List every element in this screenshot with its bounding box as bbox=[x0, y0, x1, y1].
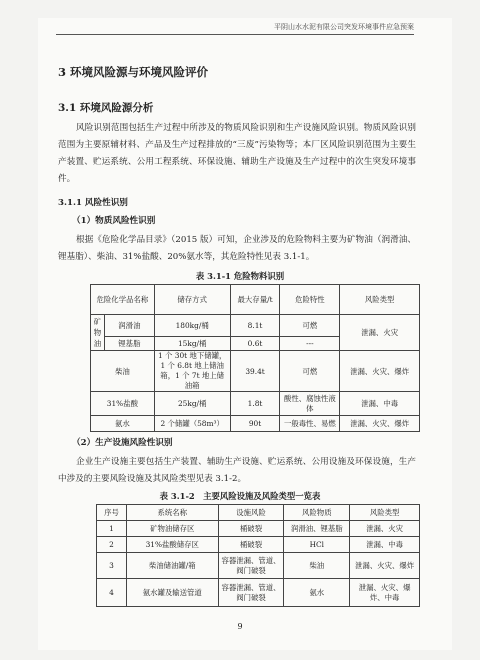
table-row bbox=[97, 537, 420, 553]
table-cell: 氨水 bbox=[284, 579, 350, 607]
table-cell: 氨水 bbox=[91, 416, 155, 432]
table-cell: 25kg/桶 bbox=[154, 392, 230, 416]
table2-caption: 表 3.1-2 主要风险设施及风险类型一览表 bbox=[159, 491, 321, 501]
table-cell: 润滑油 bbox=[104, 315, 154, 337]
paragraph-scope: 风险识别范围包括生产过程中所涉及的物质风险识别和生产设施风险识别。物质风险识别范围为主要原辅材料、产品及生产过程排放的“三废”污染物等；本厂区风险识别范围为主要生产装置、贮运系统、公用工程系统、环保设施、辅助生产设施及生产过程中的次生突发环境事件。 bbox=[58, 123, 416, 184]
table-cell: --- bbox=[280, 337, 340, 351]
table-row bbox=[97, 553, 420, 579]
table-cell: 锂基脂 bbox=[104, 337, 154, 351]
table-cell: 一般毒性、易燃 bbox=[280, 416, 340, 432]
column-header: 序号 bbox=[97, 505, 127, 521]
table-cell: 39.4t bbox=[230, 351, 280, 392]
table-cell: 31%盐酸 bbox=[91, 392, 155, 416]
column-header: 储存方式 bbox=[154, 285, 230, 315]
group-cell: 矿物油 bbox=[91, 315, 105, 351]
table-row bbox=[91, 416, 420, 432]
risk-facilities-table bbox=[96, 504, 420, 607]
table-cell: 泄漏、中毒 bbox=[340, 392, 420, 416]
column-header: 系统名称 bbox=[126, 505, 218, 521]
paragraph-substances: 根据《危险化学品目录》（2015 版）可知，企业涉及的危险物料主要为矿物油（润滑油、锂基脂）、柴油、31%盐酸、20%氨水等，其危险特性见表 3.1-1。 bbox=[58, 235, 416, 262]
table-cell: 1 bbox=[97, 521, 127, 537]
table-cell: 泄漏、火灾、爆炸 bbox=[340, 351, 420, 392]
column-header: 设施风险 bbox=[218, 505, 284, 521]
table-cell: 15kg/桶 bbox=[154, 337, 230, 351]
table-cell: 泄漏、中毒 bbox=[350, 537, 420, 553]
column-header: 风险物质 bbox=[284, 505, 350, 521]
table-row bbox=[91, 392, 420, 416]
table-cell: 3 bbox=[97, 553, 127, 579]
table-cell: 180kg/桶 bbox=[154, 315, 230, 337]
table-row bbox=[97, 579, 420, 607]
table-cell: 泄漏、火灾、爆炸、中毒 bbox=[350, 579, 420, 607]
table-cell: 4 bbox=[97, 579, 127, 607]
table-cell: 柴油 bbox=[284, 553, 350, 579]
table-cell: 润滑油、锂基脂 bbox=[284, 521, 350, 537]
substance-risk-heading: （1）物质风险性识别 bbox=[72, 216, 156, 226]
table-cell: 泄漏、火灾、爆炸 bbox=[350, 553, 420, 579]
table-cell: HCl bbox=[284, 537, 350, 553]
table-cell: 0.6t bbox=[230, 337, 280, 351]
table-cell: 桶破裂 bbox=[218, 537, 284, 553]
paragraph-facilities: 企业生产设施主要包括生产装置、辅助生产设施、贮运系统、公用设施及环保设施，生产中涉及的主要风险设施及其风险类型见表 3.1-2。 bbox=[58, 457, 416, 484]
table-cell: 柴油 bbox=[91, 351, 155, 392]
table-row bbox=[97, 521, 420, 537]
table-cell: 容器泄漏、管道、阀门破裂 bbox=[218, 579, 284, 607]
table-cell: 泄漏、火灾、爆炸 bbox=[340, 416, 420, 432]
table-row bbox=[91, 351, 420, 392]
table-cell: 90t bbox=[230, 416, 280, 432]
table1-caption: 表 3.1-1 危险物料识别 bbox=[195, 271, 285, 281]
table-cell: 可燃 bbox=[280, 315, 340, 337]
table-cell: 柴油储油罐/箱 bbox=[126, 553, 218, 579]
chapter-title: 3 环境风险源与环境风险评价 bbox=[58, 65, 209, 79]
table-cell: 泄漏、火灾 bbox=[340, 315, 420, 351]
column-header: 风险类型 bbox=[350, 505, 420, 521]
table-header-row bbox=[91, 285, 420, 315]
table-cell: 容器泄漏、管道、阀门破裂 bbox=[218, 553, 284, 579]
facility-risk-heading: （2）生产设施风险性识别 bbox=[72, 438, 173, 448]
column-header: 最大存量/t bbox=[230, 285, 280, 315]
table-cell: 泄漏、火灾 bbox=[350, 521, 420, 537]
column-header: 危险特性 bbox=[280, 285, 340, 315]
table-cell: 8.1t bbox=[230, 315, 280, 337]
table-header-row bbox=[97, 505, 420, 521]
table-cell: 2 个储罐（58m³） bbox=[154, 416, 230, 432]
table-cell: 氨水罐及输送管道 bbox=[126, 579, 218, 607]
table-cell: 酸性、腐蚀性液体 bbox=[280, 392, 340, 416]
table-cell: 可燃 bbox=[280, 351, 340, 392]
column-header: 风险类型 bbox=[340, 285, 420, 315]
table-cell: 31%盐酸储存区 bbox=[126, 537, 218, 553]
table-row bbox=[91, 315, 420, 337]
page-number: 9 bbox=[237, 622, 243, 631]
table-cell: 1.8t bbox=[230, 392, 280, 416]
running-header: 平阴山水水泥有限公司突发环境事件应急预案 bbox=[56, 22, 414, 35]
column-header: 危险化学品名称 bbox=[91, 285, 155, 315]
subsection-title: 3.1.1 风险性识别 bbox=[58, 198, 128, 208]
table-cell: 矿物油储存区 bbox=[126, 521, 218, 537]
table-cell: 2 bbox=[97, 537, 127, 553]
hazardous-materials-table bbox=[90, 284, 420, 432]
table-cell: 1 个 30t 地下储罐，1 个 6.8t 地上储油箱，1 个 7t 地上储油箱 bbox=[154, 351, 230, 392]
table-cell: 桶破裂 bbox=[218, 521, 284, 537]
section-title: 3.1 环境风险源分析 bbox=[58, 102, 154, 114]
